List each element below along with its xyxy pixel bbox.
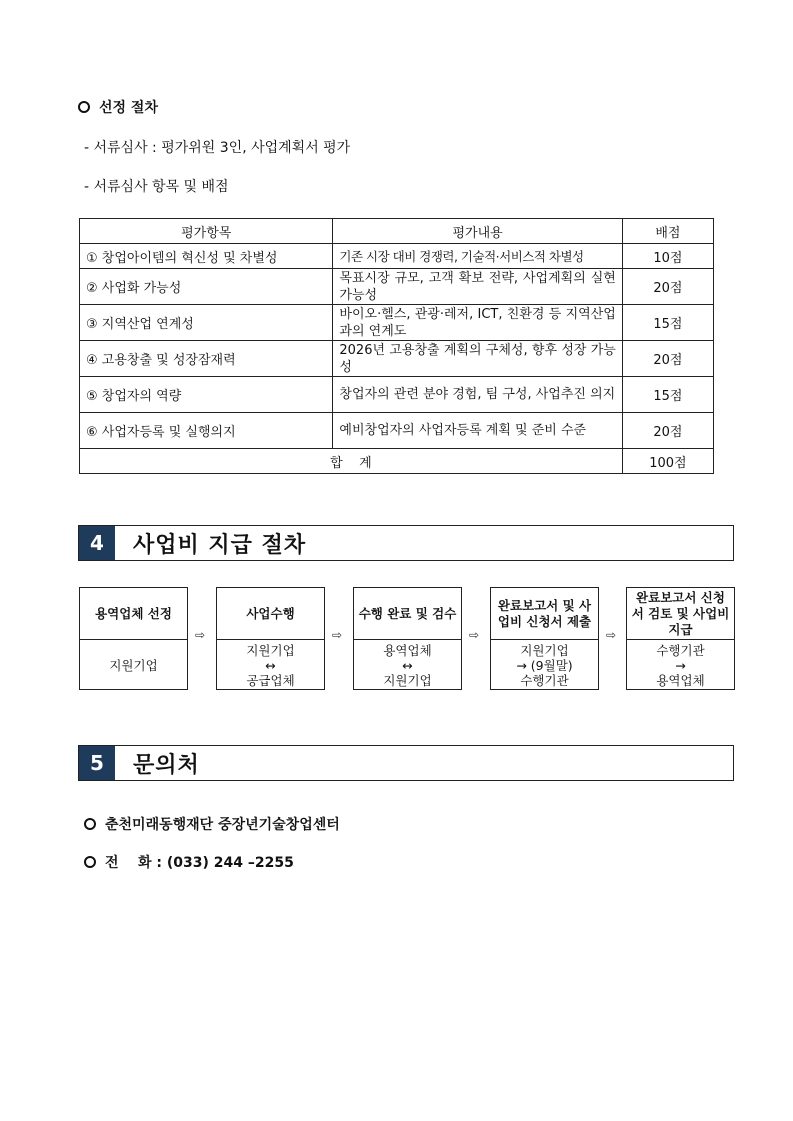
ring-bullet-icon (78, 101, 90, 113)
row-item: ⑥ 사업자등록 및 실행의지 (80, 413, 333, 449)
header-content: 평가내용 (333, 219, 622, 244)
row-score: 15점 (622, 377, 713, 413)
row-content: 예비창업자의 사업자등록 계획 및 준비 수준 (333, 413, 622, 449)
row-item: ① 창업아이템의 혁신성 및 차별성 (80, 244, 333, 269)
table-row (80, 244, 714, 269)
flow-step-body (491, 640, 598, 691)
table-row (80, 269, 714, 305)
row-content: 바이오·헬스, 관광·레저, ICT, 친환경 등 지역산업과의 연계도 (333, 305, 622, 341)
flow-step-line: 공급업체 (246, 673, 295, 688)
flow-step-line: 지원기업 (246, 643, 295, 658)
flow-step-line: 수행기관 (520, 673, 569, 688)
total-label: 합 계 (80, 449, 623, 474)
flow-step-2 (216, 587, 325, 690)
right-arrow-icon: ⇨ (469, 628, 480, 642)
row-item: ② 사업화 가능성 (80, 269, 333, 305)
flow-step-4 (490, 587, 599, 690)
flow-step-title: 수행 완료 및 검수 (354, 588, 461, 640)
contact-org: 춘천미래동행재단 중장년기술창업센터 (84, 814, 340, 834)
section-5-number: 5 (79, 746, 115, 780)
table-total-row (80, 449, 714, 474)
table-row (80, 341, 714, 377)
row-score: 20점 (622, 413, 713, 449)
row-content: 창업자의 관련 분야 경험, 팀 구성, 사업추진 의지 (333, 377, 622, 413)
row-content: 2026년 고용창출 계획의 구체성, 향후 성장 가능성 (333, 341, 622, 377)
selection-heading: 선정 절차 (78, 97, 158, 117)
flow-step-title: 완료보고서 및 사업비 신청서 제출 (491, 588, 598, 640)
table-header-row (80, 219, 714, 244)
ring-bullet-icon (84, 856, 96, 868)
flow-step-title: 사업수행 (217, 588, 324, 640)
row-score: 10점 (622, 244, 713, 269)
flow-step-line: → (675, 658, 686, 673)
section-5-title: 문의처 (133, 752, 200, 778)
header-score: 배점 (622, 219, 713, 244)
total-value: 100점 (622, 449, 713, 474)
table-row (80, 377, 714, 413)
flow-step-line: 지원기업 (109, 658, 158, 673)
flow-step-body (217, 640, 324, 691)
flow-step-title: 완료보고서 신청서 검토 및 사업비 지급 (627, 588, 734, 640)
row-item: ⑤ 창업자의 역량 (80, 377, 333, 413)
flow-step-line: 지원기업 (383, 673, 432, 688)
row-score: 15점 (622, 305, 713, 341)
row-content: 기존 시장 대비 경쟁력, 기술적·서비스적 차별성 (333, 244, 622, 269)
header-item: 평가항목 (80, 219, 333, 244)
flow-step-1 (79, 587, 188, 690)
flow-step-body (354, 640, 461, 691)
right-arrow-icon: ⇨ (606, 628, 617, 642)
flow-step-body (627, 640, 734, 691)
section-4-header (78, 525, 734, 561)
section-5-header (78, 745, 734, 781)
row-score: 20점 (622, 269, 713, 305)
right-arrow-icon: ⇨ (195, 628, 206, 642)
contact-phone: 전 화 : (033) 244 –2255 (84, 852, 294, 872)
flow-step-line: 용역업체 (383, 643, 432, 658)
flow-step-line: ↔ (265, 658, 276, 673)
flow-step-line: → (9월말) (516, 658, 573, 673)
row-item: ③ 지역산업 연계성 (80, 305, 333, 341)
section-4-number: 4 (79, 526, 115, 560)
selection-line-2: - 서류심사 항목 및 배점 (84, 179, 229, 195)
table-row (80, 305, 714, 341)
flow-step-line: 지원기업 (520, 643, 569, 658)
score-table (79, 218, 714, 474)
flow-step-3 (353, 587, 462, 690)
selection-line-1: - 서류심사 : 평가위원 3인, 사업계획서 평가 (84, 140, 351, 156)
row-score: 20점 (622, 341, 713, 377)
flow-step-title: 용역업체 선정 (80, 588, 187, 640)
flow-step-line: 수행기관 (656, 643, 705, 658)
flow-step-5 (626, 587, 735, 690)
flow-step-line: ↔ (402, 658, 413, 673)
ring-bullet-icon (84, 818, 96, 830)
flow-step-body (80, 640, 187, 691)
row-item: ④ 고용창출 및 성장잠재력 (80, 341, 333, 377)
flow-step-line: 용역업체 (656, 673, 705, 688)
table-row (80, 413, 714, 449)
section-4-title: 사업비 지급 절차 (133, 532, 307, 558)
row-content: 목표시장 규모, 고객 확보 전략, 사업계획의 실현 가능성 (333, 269, 622, 305)
right-arrow-icon: ⇨ (332, 628, 343, 642)
